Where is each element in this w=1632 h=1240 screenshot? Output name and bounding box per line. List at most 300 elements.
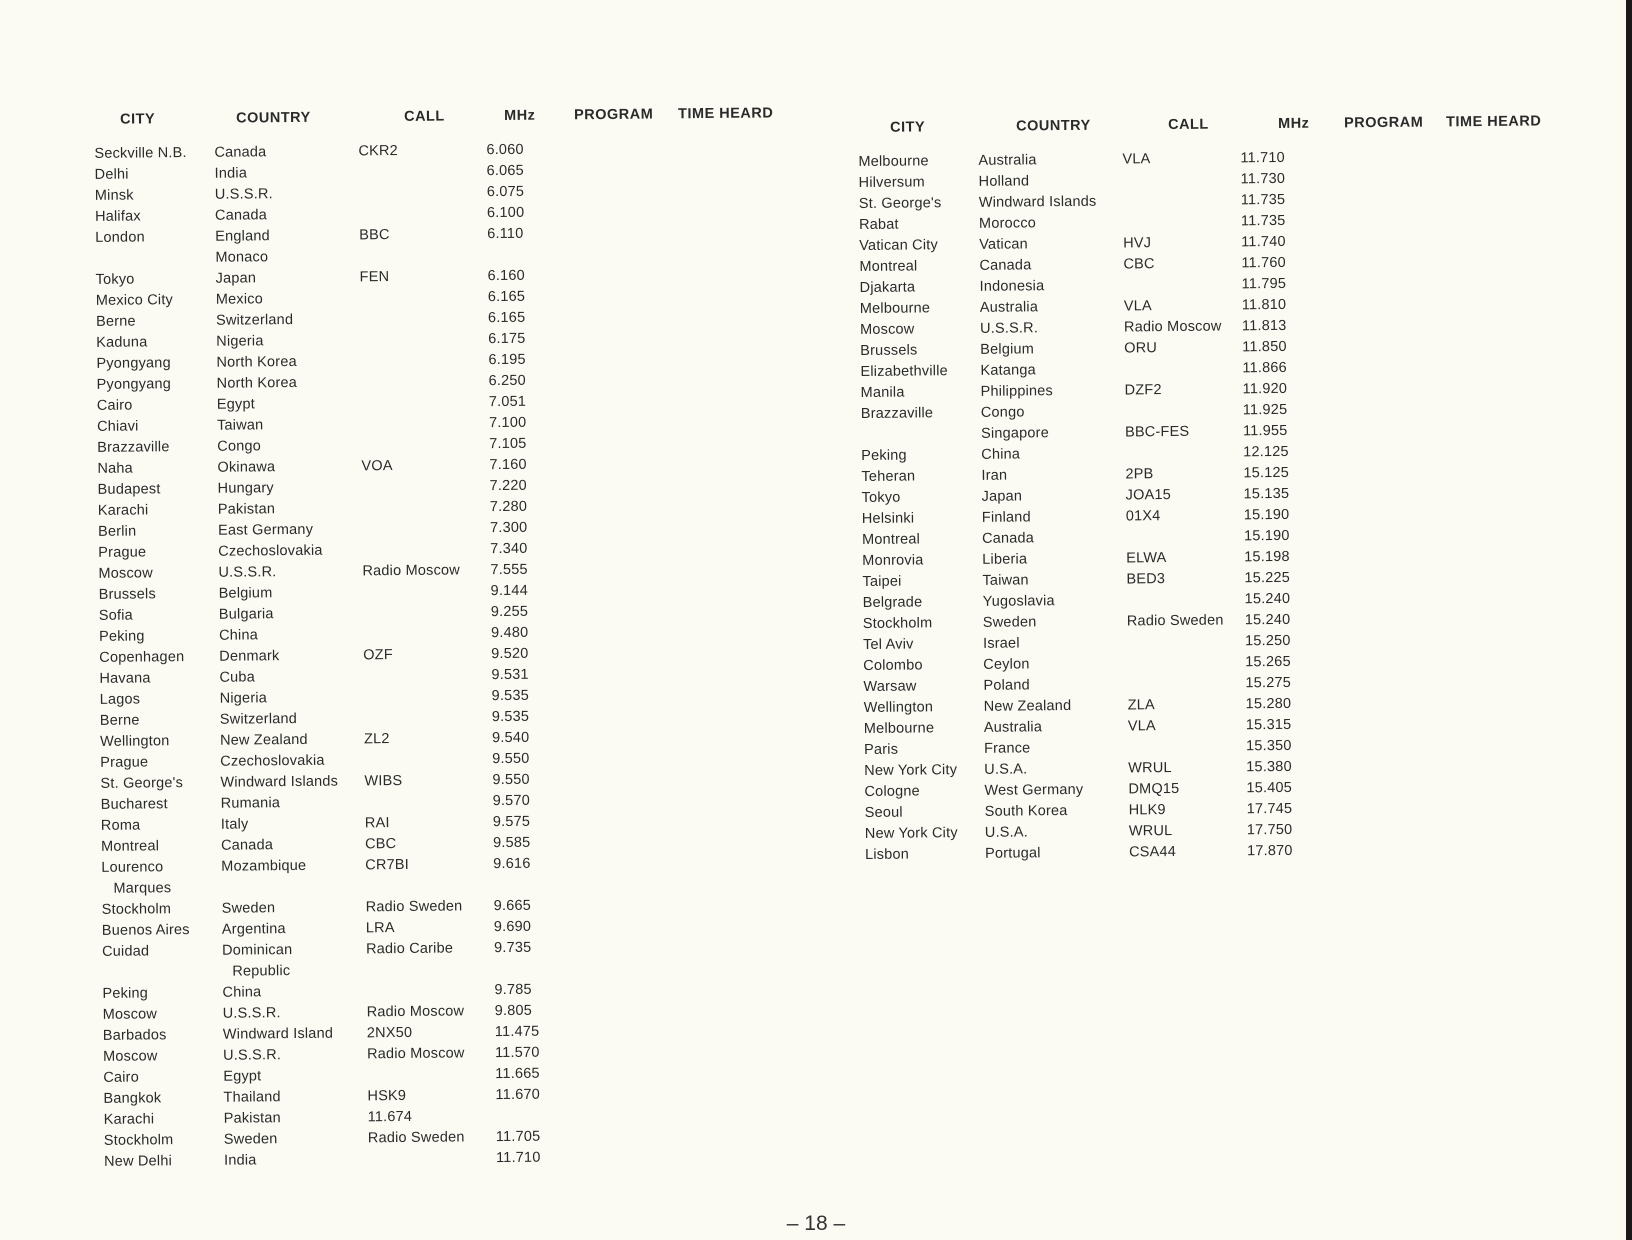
cell-country: Iran (981, 467, 1008, 484)
cell-city: Moscow (103, 1048, 158, 1065)
cell-call: Radio Caribe (365, 940, 454, 958)
cell-country: North Korea (216, 353, 297, 371)
cell-city: Lisbon (864, 846, 910, 863)
cell-mhz: 7.160 (489, 456, 527, 474)
cell-city: St. George's (858, 195, 942, 212)
cell-city: Monrovia (862, 552, 924, 569)
cell-country: Katanga (980, 362, 1036, 379)
cell-country: Holland (978, 173, 1030, 190)
cell-city: Tel Aviv (862, 636, 914, 653)
cell-mhz: 6.100 (486, 204, 525, 222)
cell-city: Pyongyang (96, 355, 171, 372)
cell-city: Peking (861, 447, 907, 464)
cell-call: 11.674 (367, 1108, 413, 1126)
cell-mhz: 6.060 (486, 141, 524, 159)
cell-mhz: 6.250 (488, 372, 526, 390)
cell-city: Hilversum (858, 174, 925, 191)
cell-country: New Zealand (219, 731, 308, 749)
cell-city: Barbados (102, 1027, 167, 1044)
cell-call: ORU (1124, 340, 1158, 357)
cell-call: DZF2 (1124, 382, 1162, 399)
cell-city: Melbourne (858, 153, 929, 170)
cell-city: Moscow (102, 1006, 158, 1023)
cell-mhz: 11.670 (495, 1086, 541, 1104)
header-call: CALL (404, 108, 445, 125)
cell-city: Seckville N.B. (94, 145, 187, 162)
cell-call: JOA15 (1125, 487, 1172, 504)
cell-city: Karachi (103, 1111, 155, 1128)
cell-city: Seoul (864, 804, 903, 821)
cell-city: Stockholm (101, 901, 172, 918)
cell-country: Windward Islands (978, 193, 1097, 211)
cell-mhz: 11.810 (1241, 296, 1287, 314)
cell-mhz: 6.065 (486, 162, 524, 180)
cell-city: Berne (95, 313, 136, 330)
cell-country: Canada (214, 144, 267, 161)
cell-city: Halifax (94, 208, 141, 225)
cell-call: HLK9 (1128, 802, 1166, 819)
cell-country: Belgium (218, 585, 273, 602)
cell-country: Canada (979, 257, 1032, 274)
cell-city: Stockholm (862, 615, 933, 632)
cell-city: Moscow (98, 565, 153, 582)
cell-city: New Delhi (104, 1153, 173, 1170)
cell-country: Mexico (215, 291, 264, 308)
cell-mhz: 15.125 (1243, 464, 1290, 482)
cell-mhz: 15.380 (1246, 758, 1292, 776)
cell-call: HVJ (1123, 235, 1152, 252)
header-mhz: MHz (1277, 115, 1310, 132)
cell-city: Roma (100, 817, 141, 834)
cell-mhz: 6.110 (487, 225, 524, 243)
header-country: COUNTRY (1016, 117, 1091, 135)
cell-mhz: 15.265 (1245, 653, 1291, 671)
cell-mhz: 7.555 (490, 561, 528, 579)
cell-mhz: 17.870 (1246, 842, 1293, 860)
cell-country: France (983, 740, 1031, 757)
cell-mhz: 12.125 (1243, 443, 1289, 461)
cell-call: FEN (359, 269, 390, 286)
cell-mhz: 6.195 (488, 351, 526, 369)
cell-call: CKR2 (358, 142, 398, 160)
cell-mhz: 15.250 (1244, 632, 1291, 650)
cell-mhz: 7.100 (488, 414, 527, 432)
cell-mhz: 9.255 (490, 603, 529, 621)
cell-country: Nigeria (219, 690, 268, 707)
cell-country: Japan (215, 270, 257, 287)
cell-call: CR7BI (365, 856, 410, 874)
cell-mhz: 7.051 (488, 393, 527, 411)
cell-country: China (222, 984, 262, 1001)
cell-country: Portugal (984, 845, 1041, 862)
cell-city: Taipei (862, 573, 902, 590)
cell-city: Paris (863, 741, 899, 758)
cell-call: VLA (1122, 151, 1151, 168)
cell-mhz: 11.735 (1240, 212, 1286, 230)
cell-country: Sweden (221, 900, 276, 917)
cell-city: Wellington (99, 733, 170, 750)
page-number: – 18 – (786, 1212, 846, 1235)
cell-country: Philippines (980, 383, 1054, 400)
cell-country: East Germany (217, 521, 314, 539)
cell-city: Cologne (864, 783, 920, 800)
cell-call: Radio Moscow (366, 1003, 465, 1021)
cell-call: BBC (359, 227, 390, 244)
cell-country: U.S.S.R. (223, 1047, 282, 1064)
cell-call: Radio Moscow (362, 562, 461, 580)
cell-country: Rumania (220, 795, 281, 812)
cell-country: New Zealand (983, 697, 1072, 715)
cell-country: Belgium (980, 341, 1035, 358)
cell-country: Australia (978, 152, 1037, 169)
cell-city: Rabat (858, 216, 899, 233)
header-call: CALL (1168, 116, 1209, 134)
cell-call: Radio Moscow (367, 1045, 465, 1063)
cell-country: Czechoslovakia (218, 542, 323, 560)
cell-call: CBC (364, 836, 397, 853)
cell-country: U.S.S.R. (214, 186, 273, 203)
cell-city: Cairo (96, 397, 133, 414)
cell-country: Windward Islands (220, 773, 339, 791)
cell-city: Bangkok (103, 1090, 162, 1107)
cell-call: ZLA (1127, 697, 1155, 714)
cell-city: Peking (102, 985, 149, 1002)
cell-country: Thailand (223, 1089, 281, 1106)
cell-country: Canada (981, 530, 1035, 547)
cell-city: Warsaw (863, 678, 917, 695)
cell-call: ZL2 (363, 731, 390, 748)
cell-country: Vatican (979, 236, 1029, 253)
cell-mhz: 9.535 (491, 708, 530, 726)
cell-city: London (95, 229, 145, 246)
station-table-right (858, 113, 1542, 866)
cell-mhz: 6.160 (487, 267, 525, 285)
cell-mhz: 11.730 (1240, 170, 1286, 188)
cell-call: DMQ15 (1128, 780, 1180, 798)
cell-mhz: 9.735 (493, 939, 532, 957)
cell-mhz: 15.190 (1243, 506, 1290, 524)
cell-call: HSK9 (367, 1087, 407, 1105)
cell-mhz: 11.665 (495, 1065, 540, 1083)
cell-call: VLA (1123, 298, 1152, 315)
cell-country: Canada (220, 837, 274, 854)
cell-city: Montreal (859, 258, 918, 275)
cell-mhz: 11.710 (1240, 149, 1285, 167)
cell-country: U.S.A. (984, 824, 1029, 841)
cell-mhz: 9.690 (493, 918, 532, 936)
cell-country: U.S.S.R. (979, 320, 1039, 337)
cell-country: Switzerland (215, 312, 294, 329)
cell-country: Japan (981, 488, 1023, 505)
cell-city: Brazzaville (860, 405, 934, 422)
cell-city: Djakarta (859, 279, 916, 296)
cell-city: Cairo (103, 1069, 140, 1086)
cell-city: St. George's (100, 775, 184, 792)
cell-city: New York City (864, 825, 958, 842)
cell-call: RAI (364, 815, 390, 832)
cell-country: Indonesia (979, 278, 1045, 295)
cell-country: Mozambique (221, 857, 307, 875)
cell-mhz: 9.531 (491, 666, 529, 684)
cell-city: Moscow (859, 321, 915, 338)
cell-country: Pakistan (217, 501, 276, 518)
cell-country: China (981, 446, 1021, 463)
cell-mhz: 9.520 (491, 645, 529, 663)
cell-country: Czechoslovakia (220, 752, 325, 770)
cell-mhz: 11.850 (1242, 338, 1287, 356)
header-program: PROGRAM (1343, 114, 1424, 132)
rows-right (858, 149, 1293, 866)
cell-country: South Korea (984, 803, 1068, 820)
cell-mhz: 15.198 (1244, 548, 1290, 566)
cell-country: Hungary (217, 480, 274, 497)
cell-mhz: 9.575 (492, 813, 531, 831)
cell-mhz: 9.535 (491, 687, 530, 705)
cell-country: Denmark (219, 648, 280, 665)
cell-call: Radio Moscow (1123, 318, 1222, 336)
cell-city: Brazzaville (97, 439, 170, 456)
cell-country: Australia (979, 299, 1039, 316)
cell-country: Taiwan (216, 417, 264, 434)
cell-city: Vatican City (859, 237, 939, 254)
cell-country: Nigeria (216, 333, 264, 350)
cell-call: Radio Sweden (367, 1129, 465, 1147)
cell-mhz: 11.570 (494, 1044, 540, 1062)
cell-country: Sweden (223, 1131, 278, 1148)
cell-country: England (215, 228, 270, 245)
cell-city: Brussels (98, 586, 156, 603)
cell-city: New York City (864, 762, 958, 779)
cell-city: Mexico City (95, 292, 174, 309)
cell-mhz: 11.735 (1240, 191, 1286, 209)
cell-mhz: 15.135 (1243, 485, 1290, 503)
cell-city: Teheran (861, 468, 916, 485)
cell-country: Republic (232, 963, 291, 980)
cell-mhz: 9.480 (490, 624, 529, 642)
cell-country: India (214, 165, 248, 182)
cell-mhz: 15.240 (1244, 611, 1291, 629)
cell-call: VOA (361, 458, 393, 475)
station-table-left (84, 105, 774, 1173)
cell-country: Congo (217, 438, 262, 455)
header-country: COUNTRY (236, 109, 311, 127)
cell-city: Elizabethville (860, 363, 948, 380)
cell-city: Stockholm (103, 1132, 174, 1149)
cell-city: Havana (99, 670, 151, 687)
cell-country: Canada (214, 207, 268, 224)
cell-mhz: 9.785 (494, 981, 532, 999)
cell-mhz: 11.866 (1242, 359, 1287, 377)
cell-country: Argentina (221, 921, 286, 938)
cell-mhz: 9.585 (492, 834, 531, 852)
cell-country: Pakistan (223, 1110, 281, 1127)
cell-mhz: 11.925 (1242, 401, 1288, 419)
cell-city: Berne (99, 712, 140, 729)
cell-city: Belgrade (862, 594, 923, 611)
cell-mhz: 9.550 (492, 771, 530, 789)
cell-mhz: 6.165 (487, 288, 526, 306)
cell-country: North Korea (216, 374, 298, 392)
cell-mhz: 11.705 (495, 1128, 541, 1146)
cell-country: Singapore (980, 425, 1050, 442)
cell-country: U.S.A. (984, 761, 1028, 778)
cell-mhz: 11.760 (1241, 254, 1286, 272)
cell-mhz: 7.220 (489, 477, 528, 495)
cell-mhz: 11.920 (1242, 380, 1288, 398)
cell-city: Kaduna (96, 334, 148, 351)
cell-country: Sweden (982, 614, 1037, 631)
cell-country: U.S.S.R. (222, 1005, 281, 1022)
cell-city: Chiavi (96, 418, 139, 435)
cell-mhz: 6.165 (487, 309, 526, 327)
cell-city: Tokyo (95, 271, 135, 288)
cell-mhz: 7.340 (490, 540, 528, 558)
header-city: CITY (890, 119, 926, 136)
cell-mhz: 15.350 (1245, 737, 1292, 755)
cell-call: OZF (363, 647, 393, 664)
cell-country: Taiwan (982, 572, 1029, 589)
header-program: PROGRAM (573, 106, 654, 124)
cell-city: Marques (113, 880, 172, 897)
cell-country: Italy (220, 816, 249, 833)
cell-city: Karachi (97, 502, 149, 519)
cell-country: India (224, 1152, 257, 1169)
cell-country: Poland (983, 677, 1030, 694)
cell-call: CSA44 (1128, 843, 1177, 861)
cell-country: Cuba (219, 669, 255, 686)
cell-city: Lourenco (101, 859, 164, 876)
cell-call: CBC (1123, 256, 1155, 273)
cell-country: Finland (981, 509, 1031, 526)
cell-mhz: 17.750 (1246, 821, 1293, 839)
cell-call: WIBS (364, 772, 403, 790)
cell-call: BED3 (1126, 571, 1166, 588)
cell-mhz: 11.710 (496, 1149, 541, 1167)
cell-city: Colombo (863, 657, 923, 674)
page-edge (1626, 0, 1632, 1240)
cell-mhz: 15.280 (1245, 695, 1292, 713)
cell-city: Bucharest (100, 796, 168, 813)
cell-call: ELWA (1126, 550, 1167, 567)
cell-mhz: 9.665 (493, 897, 532, 915)
cell-call: VLA (1127, 718, 1156, 735)
rows-left (84, 141, 541, 1173)
cell-call: LRA (365, 920, 395, 937)
cell-mhz: 6.175 (488, 330, 526, 348)
cell-mhz: 11.813 (1241, 317, 1287, 335)
cell-mhz: 11.740 (1241, 233, 1286, 251)
cell-mhz: 9.570 (492, 792, 531, 810)
cell-city: Prague (98, 544, 147, 561)
cell-mhz: 11.955 (1242, 422, 1288, 440)
cell-country: Dominican (221, 942, 293, 959)
cell-city: Naha (97, 460, 133, 477)
cell-city: Melbourne (863, 720, 935, 737)
cell-country: Morocco (978, 215, 1037, 232)
cell-country: Liberia (982, 551, 1028, 568)
cell-mhz: 7.105 (489, 435, 527, 453)
header-city: CITY (120, 111, 156, 128)
cell-mhz: 11.475 (494, 1023, 540, 1041)
cell-city: Brussels (860, 342, 918, 359)
cell-city: Peking (98, 628, 145, 645)
cell-country: U.S.S.R. (218, 564, 277, 581)
cell-mhz: 9.144 (490, 582, 529, 600)
cell-country: Egypt (223, 1068, 262, 1085)
cell-call: WRUL (1128, 760, 1172, 777)
cell-city: Montreal (861, 531, 921, 548)
cell-country: China (218, 627, 259, 644)
cell-mhz: 15.190 (1243, 527, 1290, 545)
cell-mhz: 15.275 (1245, 674, 1292, 692)
cell-country: Egypt (216, 396, 256, 413)
cell-city: Pyongyang (96, 376, 172, 393)
cell-call: Radio Sweden (1126, 612, 1224, 630)
cell-city: Prague (100, 754, 149, 771)
cell-call: 01X4 (1125, 508, 1161, 525)
cell-city: Minsk (94, 187, 134, 204)
cell-call: 2PB (1125, 466, 1154, 483)
cell-mhz: 9.805 (494, 1002, 533, 1020)
cell-country: Australia (983, 719, 1043, 736)
cell-city: Copenhagen (99, 649, 185, 666)
cell-city: Melbourne (859, 300, 931, 317)
cell-city: Manila (860, 384, 905, 401)
cell-country: Okinawa (217, 459, 276, 476)
cell-country: Israel (982, 635, 1020, 652)
cell-mhz: 9.550 (492, 750, 530, 768)
cell-mhz: 9.540 (491, 729, 530, 747)
cell-country: West Germany (984, 781, 1084, 799)
cell-mhz: 9.616 (493, 855, 531, 873)
cell-city: Buenos Aires (101, 922, 190, 939)
cell-country: Yugoslavia (982, 593, 1055, 610)
cell-country: Monaco (215, 249, 269, 266)
cell-city: Lagos (99, 691, 141, 708)
header-mhz: MHz (503, 107, 536, 124)
cell-country: Ceylon (983, 656, 1030, 673)
cell-mhz: 7.300 (489, 519, 528, 537)
cell-mhz: 11.795 (1241, 275, 1287, 293)
cell-mhz: 15.315 (1245, 716, 1292, 734)
cell-call: Radio Sweden (365, 898, 463, 916)
cell-city: Wellington (863, 699, 934, 716)
cell-call: 2NX50 (366, 1024, 413, 1042)
cell-mhz: 15.240 (1244, 590, 1291, 608)
cell-mhz: 15.405 (1246, 779, 1293, 797)
cell-city: Delhi (94, 166, 129, 183)
cell-mhz: 7.280 (489, 498, 528, 516)
cell-country: Windward Island (222, 1025, 334, 1043)
cell-call: WRUL (1128, 823, 1173, 840)
cell-city: Tokyo (861, 489, 901, 506)
cell-country: Switzerland (219, 710, 298, 728)
cell-city: Berlin (97, 523, 137, 540)
cell-country: Bulgaria (218, 606, 274, 623)
cell-mhz: 6.075 (486, 183, 525, 201)
cell-city: Sofia (98, 607, 133, 624)
cell-mhz: 15.225 (1244, 569, 1291, 587)
header-time-heard: TIME HEARD (677, 105, 774, 123)
cell-country: Congo (980, 404, 1025, 421)
cell-mhz: 17.745 (1246, 800, 1293, 818)
cell-city: Helsinki (861, 510, 915, 527)
cell-city: Cuidad (102, 943, 150, 960)
cell-city: Montreal (100, 838, 160, 855)
header-time-heard: TIME HEARD (1445, 113, 1542, 131)
cell-city: Budapest (97, 481, 161, 498)
cell-call: BBC-FES (1124, 423, 1190, 441)
